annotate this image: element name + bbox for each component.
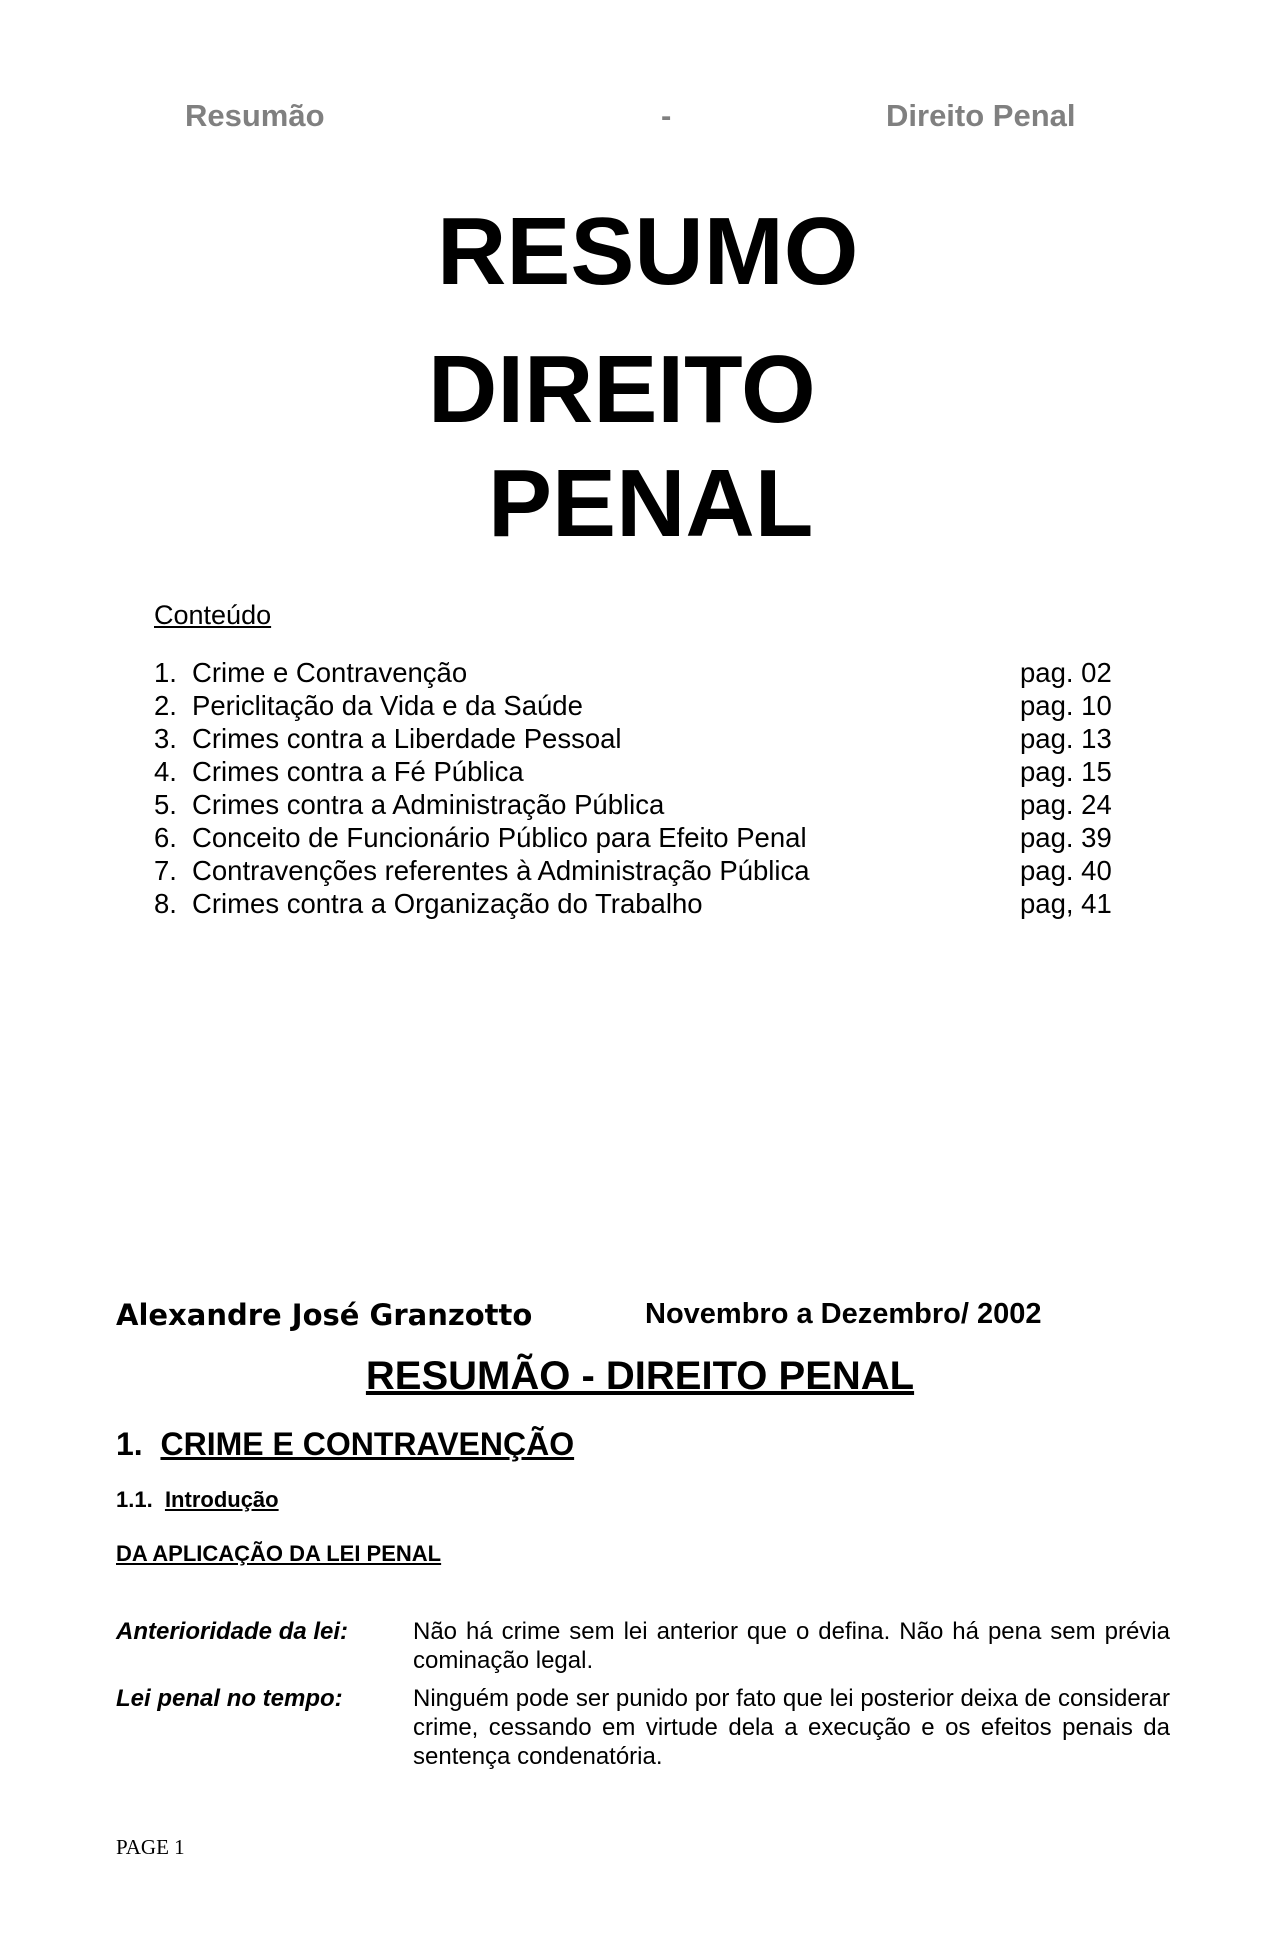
toc-item-number: 1. — [154, 657, 177, 688]
header-left: Resumão — [185, 98, 325, 133]
toc-item-page: pag, 41 — [1020, 888, 1112, 919]
toc-item-number: 4. — [154, 756, 177, 787]
toc-item-page: pag. 39 — [1020, 822, 1112, 853]
toc-item-title: Crimes contra a Fé Pública — [192, 756, 524, 787]
subsection-1-1-number: 1.1. — [116, 1487, 153, 1512]
definition-text: Ninguém pode ser punido por fato que lei posterior deixa de considerar crime, cessando em virtude dela a execução e os efeitos penais da sentença condenatória. — [413, 1685, 1170, 1770]
toc-item-title: Crime e Contravenção — [192, 657, 468, 688]
toc-item-number: 7. — [154, 855, 177, 886]
toc-item-page: pag. 24 — [1020, 789, 1112, 820]
toc-item-number: 6. — [154, 822, 177, 853]
table-of-contents — [154, 656, 1122, 920]
toc-item — [154, 722, 1122, 755]
definition-text: Não há crime sem lei anterior que o defina. Não há pena sem prévia cominação legal. — [413, 1618, 1170, 1674]
toc-item — [154, 656, 1122, 689]
toc-item-page: pag. 15 — [1020, 756, 1112, 787]
toc-item — [154, 887, 1122, 920]
toc-heading: Conteúdo — [154, 600, 272, 630]
toc-item — [154, 821, 1122, 854]
author-period: Novembro a Dezembro/ 2002 — [645, 1298, 1042, 1330]
cover-title-line3: PENAL — [488, 450, 814, 557]
header-right: Direito Penal — [886, 98, 1076, 133]
toc-item-number: 2. — [154, 690, 177, 721]
cover-title-line2: DIREITO — [428, 336, 816, 443]
document-title — [0, 1354, 1280, 1399]
toc-item-title: Conceito de Funcionário Público para Efeito Penal — [192, 822, 807, 853]
document-title-text: RESUMÃO - DIREITO PENAL — [365, 1354, 915, 1398]
toc-item — [154, 755, 1122, 788]
toc-item-number: 3. — [154, 723, 177, 754]
toc-item — [154, 854, 1122, 887]
toc-item — [154, 689, 1122, 722]
toc-item-title: Crimes contra a Organização do Trabalho — [192, 888, 703, 919]
toc-item-title: Crimes contra a Liberdade Pessoal — [192, 723, 622, 754]
cover-title-line1: RESUMO — [437, 198, 859, 305]
definition-term: Lei penal no tempo: — [116, 1685, 343, 1712]
toc-item-page: pag. 13 — [1020, 723, 1112, 754]
toc-item-title: Periclitação da Vida e da Saúde — [192, 690, 583, 721]
toc-item-title: Crimes contra a Administração Pública — [192, 789, 665, 820]
toc-item — [154, 788, 1122, 821]
section-1-title: CRIME E CONTRAVENÇÃO — [160, 1426, 575, 1462]
author-name: Alexandre José Granzotto — [116, 1298, 533, 1332]
definition-term: Anterioridade da lei: — [116, 1618, 349, 1645]
toc-item-title: Contravenções referentes à Administração Pública — [192, 855, 810, 886]
section-1-heading — [116, 1426, 574, 1463]
toc-item-page: pag. 02 — [1020, 657, 1112, 688]
toc-item-page: pag. 10 — [1020, 690, 1112, 721]
subsection-1-1-title: Introdução — [164, 1487, 279, 1512]
toc-item-number: 5. — [154, 789, 177, 820]
aplicacao-heading: DA APLICAÇÃO DA LEI PENAL — [116, 1541, 442, 1566]
page-number: PAGE 1 — [116, 1835, 185, 1859]
subsection-1-1-heading — [116, 1487, 279, 1513]
toc-item-number: 8. — [154, 888, 177, 919]
section-1-number: 1. — [116, 1426, 143, 1462]
header-separator: - — [661, 98, 672, 133]
toc-item-page: pag. 40 — [1020, 855, 1112, 886]
